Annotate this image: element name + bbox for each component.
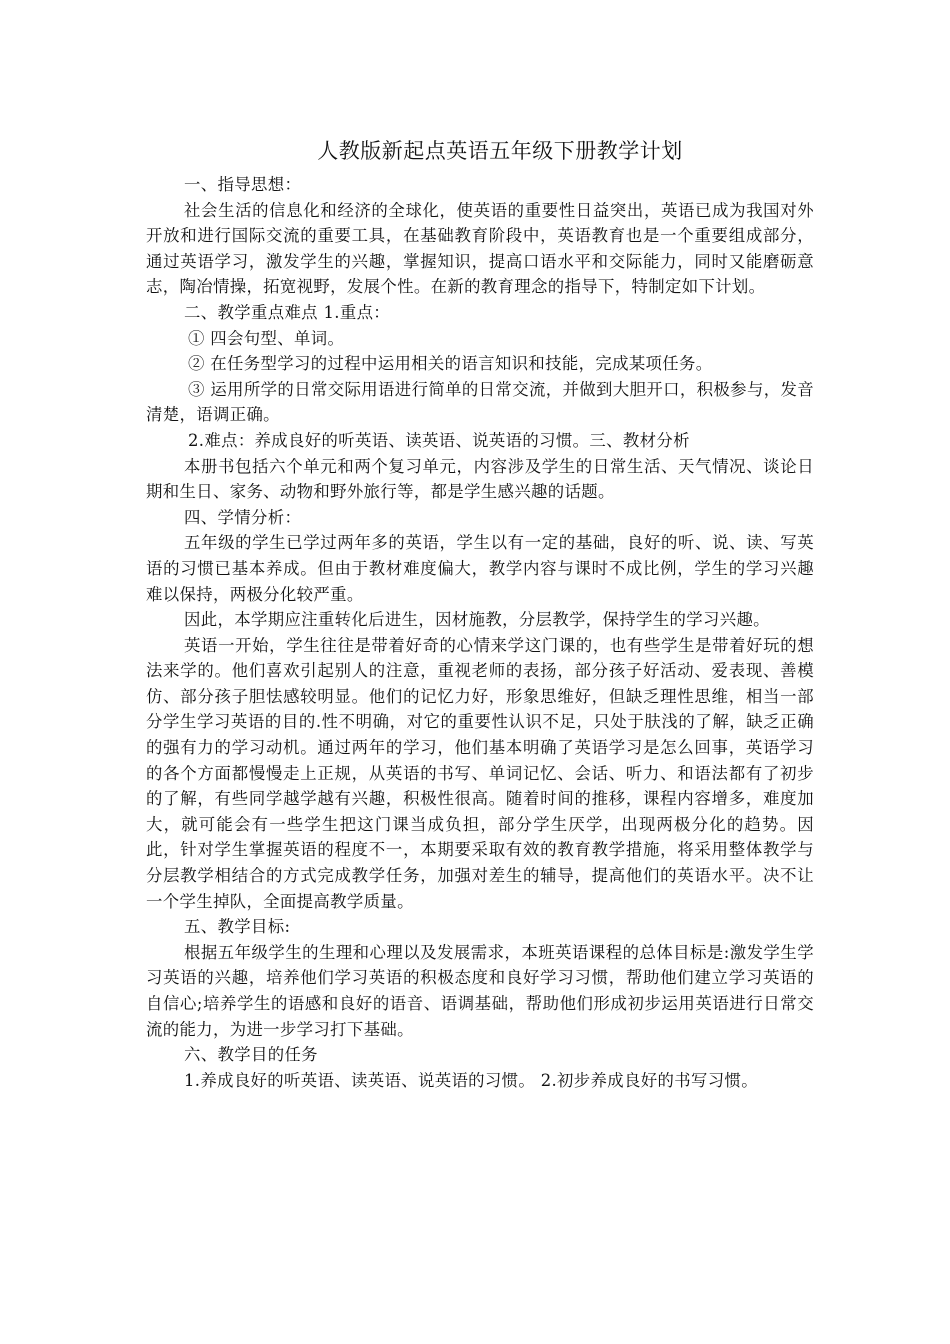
paragraph-teaching-tasks: 1.养成良好的听英语、读英语、说英语的习惯。 2.初步养成良好的书写习惯。 bbox=[184, 1070, 758, 1090]
heading-teaching-tasks: 六、教学目的任务 bbox=[184, 1045, 318, 1065]
heading-teaching-goals: 五、教学目标: bbox=[184, 917, 291, 937]
heading-guiding-thought: 一、指导思想： bbox=[184, 175, 302, 194]
key-point-2: ② 在任务型学习的过程中运用相关的语言知识和技能，完成某项任务。 bbox=[188, 354, 713, 374]
paragraph-student-analysis-3: 英语一开始，学生往往是带着好奇的心情来学这门课的，也有些学生是带着好玩的想法来学的。他们喜欢引起别人的注意，重视老师的表扬，部分孩子好活动、爱表现、善模仿、部分孩子胆怯感较明显。他们的记忆力好，形象思维好，但缺乏理性思维，相当一部分学生学习英语的目的.性不明确，对它的重要性认识不足，只处于肤浅的了解，缺乏正确的强有力的学习动机。通过两年的学习，他们基本明确了英语学习是怎么回事，英语学习的各个方面都慢慢走上正规，从英语的书写、单词记忆、会话、听力、和语法都有了初步的了解，有些同学越学越有兴趣，积极性很高。随着时间的推移，课程内容增多，难度加大，就可能会有一些学生把这门课当成负担，部分学生厌学，出现两极分化的趋势。因此，针对学生掌握英语的程度不一，本期要采取有效的教育教学措施，将采用整体教学与分层教学相结合的方式完成教学任务，加强对差生的辅导，提高他们的英语水平。决不让一个学生掉队，全面提高教学质量。 bbox=[146, 635, 814, 911]
paragraph-student-analysis-2: 因此，本学期应注重转化后进生，因材施教，分层教学，保持学生的学习兴趣。 bbox=[184, 610, 770, 630]
key-point-3: ③ 运用所学的日常交际用语进行简单的日常交流，并做到大胆开口，积极参与，发音清楚，语调正确。 bbox=[146, 379, 814, 425]
paragraph-student-analysis-1: 五年级的学生已学过两年多的英语，学生以有一定的基础，良好的听、说、读、写英语的习惯已基本养成。但由于教材难度偏大，教学内容与课时不成比例，学生的学习兴趣难以保持，两极分化较严重。 bbox=[146, 533, 814, 604]
heading-student-analysis: 四、学情分析： bbox=[184, 507, 302, 527]
paragraph-textbook-analysis: 本册书包括六个单元和两个复习单元，内容涉及学生的日常生活、天气情况、谈论日期和生日、家务、动物和野外旅行等，都是学生感兴趣的话题。 bbox=[146, 456, 814, 502]
heading-key-points: 二、教学重点难点 1.重点： bbox=[184, 302, 391, 322]
key-point-1: ① 四会句型、单词。 bbox=[188, 328, 345, 348]
document-title: 人教版新起点英语五年级下册教学计划 bbox=[317, 139, 683, 163]
difficulty-and-textbook-heading: 2.难点：养成良好的听英语、读英语、说英语的习惯。三、教材分析 bbox=[188, 430, 690, 450]
paragraph-teaching-goals: 根据五年级学生的生理和心理以及发展需求，本班英语课程的总体目标是:激发学生学习英语的兴趣，培养他们学习英语的积极态度和良好学习习惯，帮助他们建立学习英语的自信心;培养学生的语感和良好的语音、语调基础，帮助他们形成初步运用英语进行日常交流的能力，为进一步学习打下基础。 bbox=[146, 942, 814, 1039]
paragraph-guiding-thought: 社会生活的信息化和经济的全球化，使英语的重要性日益突出，英语已成为我国对外开放和进行国际交流的重要工具，在基础教育阶段中，英语教育也是一个重要组成部分，通过英语学习，激发学生的兴趣，掌握知识，提高口语水平和交际能力，同时又能磨砺意志，陶冶情操，拓宽视野，发展个性。在新的教育理念的指导下，特制定如下计划。 bbox=[146, 200, 814, 297]
document-page bbox=[146, 136, 814, 1093]
